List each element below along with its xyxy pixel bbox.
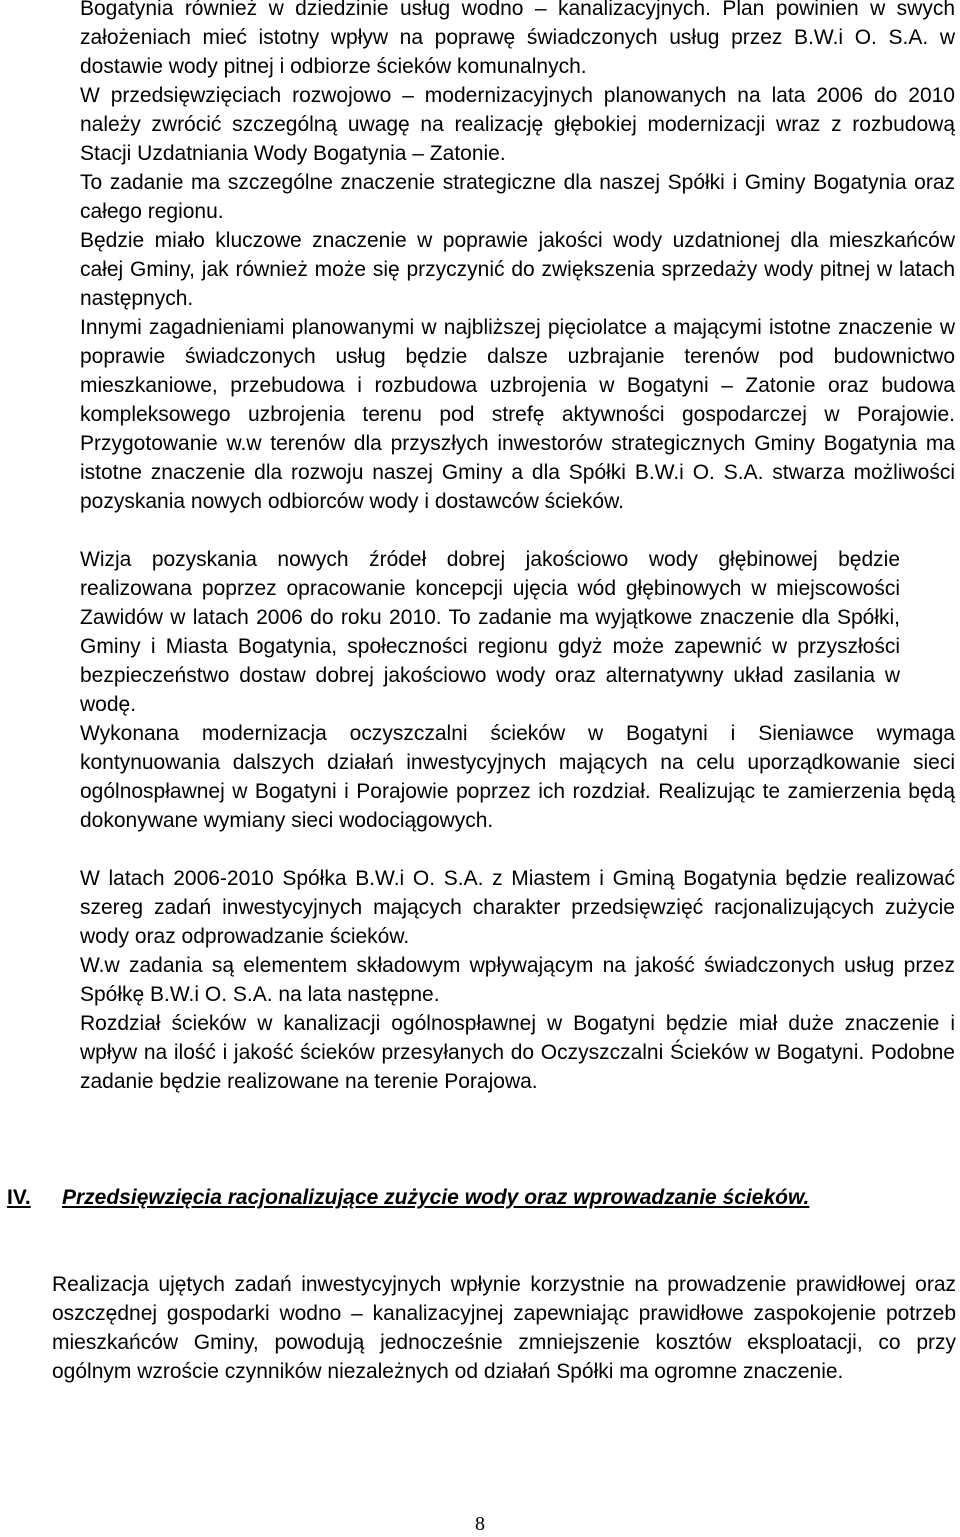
page-number: 8 <box>475 1513 485 1535</box>
paragraph-deep-water-vision: Wizja pozyskania nowych źródeł dobrej jakościowo wody głębinowej będzie realizowana poprzez opracowanie koncepcji ujęcia wód głębinowych w miejscowości Zawidów w latach 2006 do roku 2010. To zadanie ma wyjątkowe znaczenie dla Spółki, Gminy i Miasta Bogatynia, społeczności regionu gdyż może zapewnić w przyszłości bezpieczeństwo dostaw dobrej jakościowo wody oraz alternatywny układ zasilania w wodę. <box>80 548 900 716</box>
paragraph-other-issues: Innymi zagadnieniami planowanymi w najbliższej pięciolatce a mającymi istotne znaczenie w poprawie świadczonych usług będzie dalsze uzbrajanie terenów pod budownictwo mieszkaniowe, przebudowa i rozbudowa uzbrojenia w Bogatyni – Zatonie oraz budowa kompleksowego uzbrojenia terenu pod strefę aktywności gospodarczej w Porajowie. Przygotowanie w.w terenów dla przyszłych inwestorów strategicznych Gminy Bogatynia ma istotne znaczenie dla rozwoju naszej Gminy a dla Spółki B.W.i O. S.A. stwarza możliwości pozyskania nowych odbiorców wody i dostawców ścieków. <box>80 316 955 513</box>
paragraph-investment-tasks: W latach 2006-2010 Spółka B.W.i O. S.A. z Miastem i Gminą Bogatynia będzie realizować szereg zadań inwestycyjnych mających charakter przedsięwzięć racjonalizujących zużycie wody oraz odprowadzanie ścieków. <box>80 867 955 948</box>
paragraph-strategic-task: To zadanie ma szczególne znaczenie strategiczne dla naszej Spółki i Gminy Bogatynia oraz całego regionu. <box>80 171 955 223</box>
paragraph-sewage-modernization: Wykonana modernizacja oczyszczalni ścieków w Bogatyni i Sieniawce wymaga kontynuowania dalszych działań inwestycyjnych mających na celu uporządkowanie sieci ogólnospławnej w Bogatyni i Porajowie poprzez ich rozdział. Realizując te zamierzenia będą dokonywane wymiany sieci wodociągowych. <box>80 722 955 832</box>
paragraph-services-plan: Bogatynia również w dziedzinie usług wodno – kanalizacyjnych. Plan powinien w swych założeniach mieć istotny wpływ na poprawę świadczonych usług przez B.W.i O. S.A. w dostawie wody pitnej i odbiorze ścieków komunalnych. <box>80 0 955 78</box>
paragraph-section-summary: Realizacja ujętych zadań inwestycyjnych wpłynie korzystnie na prowadzenie prawidłowej oraz oszczędnej gospodarki wodno – kanalizacyjnej zapewniając prawidłowe zaspokojenie potrzeb mieszkańców Gminy, powodują jednocześnie zmniejszenie kosztów eksploatacji, co przy ogólnym wzroście czynników niezależnych od działań Spółki ma ogromne znaczenie. <box>52 1273 956 1383</box>
paragraph-water-quality: Będzie miało kluczowe znaczenie w poprawie jakości wody uzdatnionej dla mieszkańców całej Gminy, jak również może się przyczynić do zwiększenia sprzedaży wody pitnej w latach następnych. <box>80 229 955 310</box>
section-title: Przedsięwzięcia racjonalizujące zużycie wody oraz wprowadzanie ścieków. <box>62 1186 810 1209</box>
paragraph-modernization: W przedsięwzięciach rozwojowo – modernizacyjnych planowanych na lata 2006 do 2010 należy zwrócić szczególną uwagę na realizację głębokiej modernizacji wraz z rozbudową Stacji Uzdatniania Wody Bogatynia – Zatonie. <box>80 84 955 165</box>
section-number: IV. <box>7 1186 31 1209</box>
paragraph-task-elements: W.w zadania są elementem składowym wpływającym na jakość świadczonych usług przez Spółkę B.W.i O. S.A. na lata następne. <box>80 954 955 1006</box>
paragraph-sewage-separation: Rozdział ścieków w kanalizacji ogólnospławnej w Bogatyni będzie miał duże znaczenie i wpływ na ilość i jakość ścieków przesyłanych do Oczyszczalni Ścieków w Bogatyni. Podobne zadanie będzie realizowane na terenie Porajowa. <box>80 1012 955 1093</box>
